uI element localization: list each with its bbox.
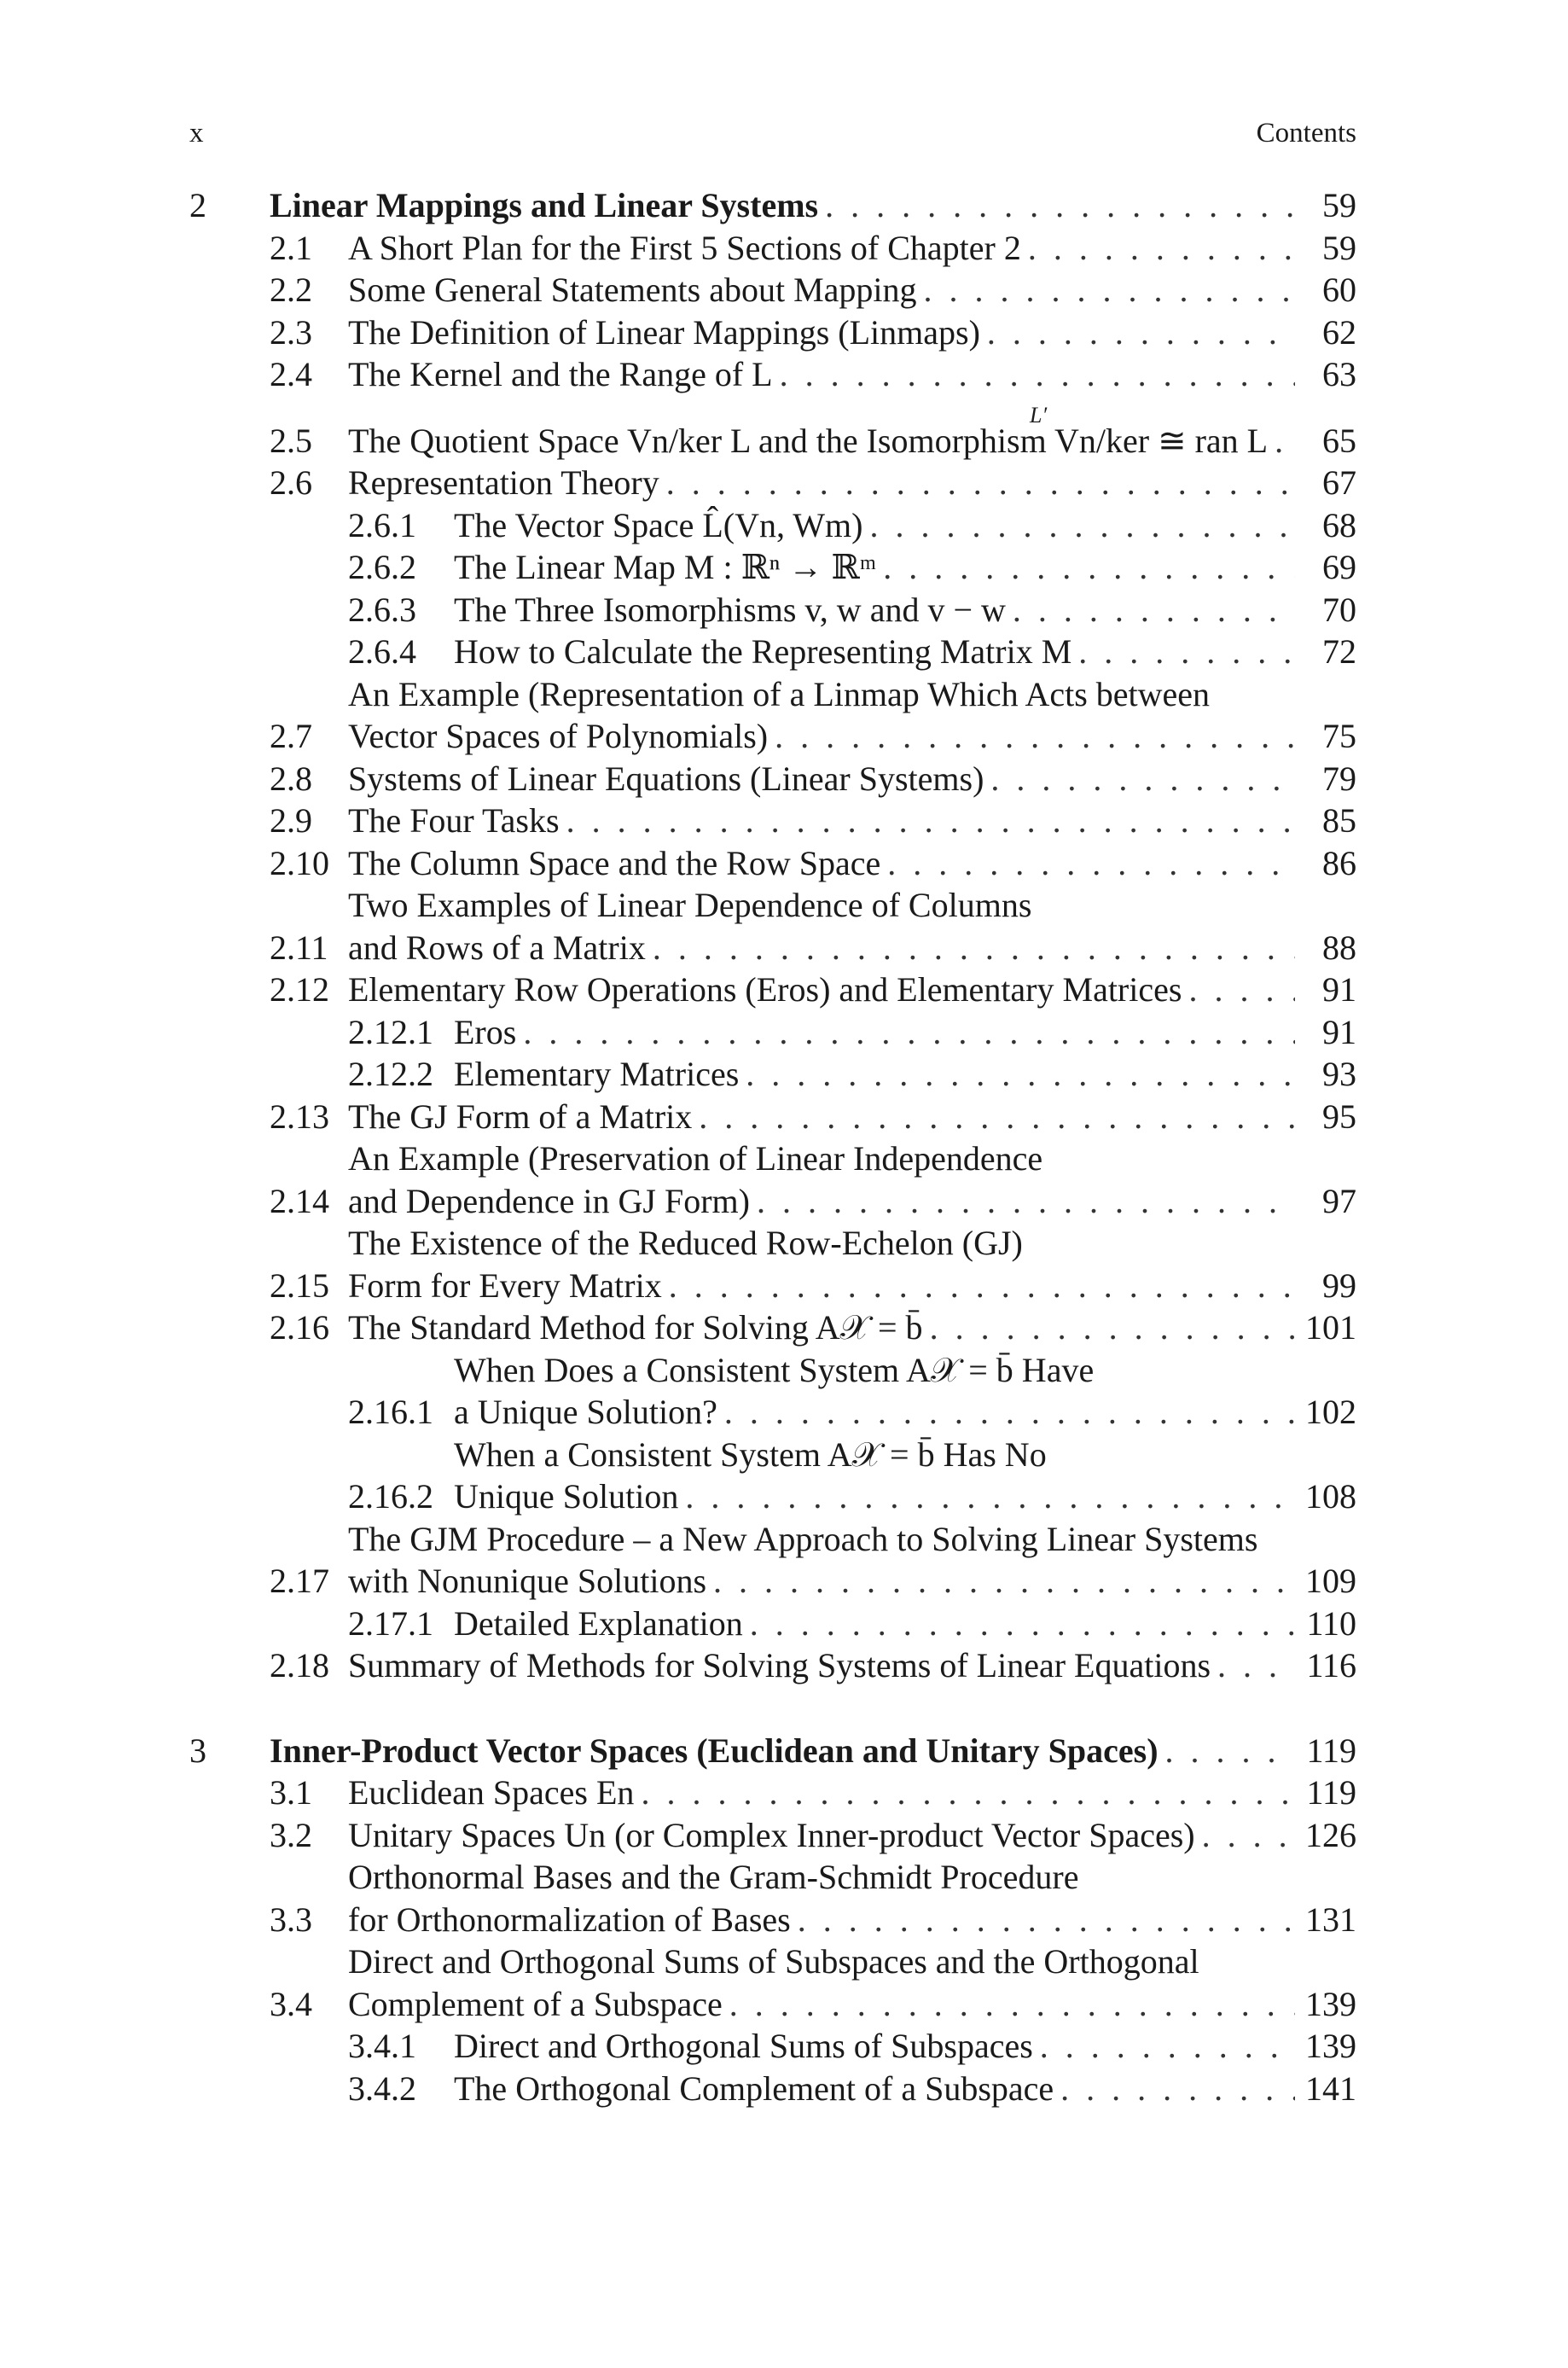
page-number: 116 — [1306, 1646, 1356, 1684]
section-title-line: When a Consistent System A𝒳 = b̄ Has No — [454, 1434, 1047, 1474]
toc-line — [348, 715, 1295, 758]
section-number: 2.10 — [270, 843, 329, 882]
page-number: 110 — [1306, 1603, 1356, 1643]
section-number: 2.7 — [270, 717, 312, 755]
toc-line — [348, 1222, 1295, 1265]
toc-line — [348, 420, 1295, 463]
section-number: 2.9 — [270, 801, 312, 840]
page-number: 67 — [1322, 463, 1356, 502]
section-number: 2.16.1 — [348, 1393, 433, 1431]
dot-leader — [987, 311, 1295, 354]
section-number: 3.4.2 — [348, 2068, 416, 2108]
dot-leader — [750, 1603, 1295, 1645]
running-head: Contents — [1256, 118, 1356, 148]
toc-line — [454, 504, 1295, 547]
section-number: 2.6.3 — [348, 590, 416, 629]
section-number: 2.12.2 — [348, 1055, 433, 1093]
dot-leader — [566, 800, 1295, 842]
toc-line — [348, 1772, 1295, 1814]
toc-line — [454, 1475, 1295, 1518]
page-number: 79 — [1322, 759, 1356, 798]
page-header — [189, 118, 1356, 155]
section-title-line: Two Examples of Linear Dependence of Columns — [348, 886, 1032, 924]
dot-leader — [1013, 589, 1295, 631]
toc-line — [348, 1137, 1295, 1180]
dot-leader — [523, 1011, 1295, 1054]
section-title-line: a Unique Solution? — [454, 1393, 717, 1431]
section-title-block — [454, 1349, 1295, 1434]
toc-line — [348, 311, 1295, 354]
section-title-line: Summary of Methods for Solving Systems of Linear Equations — [348, 1646, 1211, 1684]
dot-leader — [930, 1306, 1295, 1349]
section-title-line: An Example (Preservation of Linear Independence — [348, 1139, 1043, 1178]
toc-section — [189, 842, 1356, 885]
section-title-block — [348, 420, 1295, 463]
page-number: 85 — [1322, 801, 1356, 840]
toc-subsection — [189, 2025, 1356, 2068]
toc-subsection — [189, 1053, 1356, 1096]
section-title-block — [348, 1137, 1295, 1222]
isomorphism-superscript: L′ — [1030, 402, 1048, 428]
toc-line — [348, 1306, 1295, 1349]
section-title-block — [454, 589, 1295, 631]
section-number: 2.12 — [270, 970, 329, 1009]
toc-line — [348, 927, 1295, 969]
toc-line — [348, 1940, 1295, 1983]
dot-leader — [685, 1475, 1295, 1518]
toc-line — [348, 1856, 1295, 1899]
toc-line — [348, 842, 1295, 885]
dot-leader — [924, 269, 1295, 311]
toc-line — [270, 184, 1295, 227]
toc-line — [348, 1518, 1295, 1561]
toc-line — [348, 969, 1295, 1011]
dot-leader — [669, 1265, 1295, 1307]
dot-leader — [1275, 420, 1295, 463]
toc-line — [454, 2068, 1295, 2110]
dot-leader — [666, 462, 1295, 504]
toc-section — [189, 1306, 1356, 1349]
section-title-block — [348, 1940, 1295, 2025]
section-title-line: An Example (Representation of a Linmap Which Acts between — [348, 674, 1211, 713]
section-number: 2.2 — [270, 271, 312, 309]
page-number: 131 — [1305, 1900, 1356, 1939]
page-number: 95 — [1322, 1097, 1356, 1136]
page-number: 72 — [1322, 632, 1356, 671]
toc-line — [454, 589, 1295, 631]
toc-chapter-row — [189, 1730, 1356, 1772]
page-folio: x — [189, 118, 204, 148]
toc-line — [454, 2025, 1295, 2068]
toc-line — [348, 800, 1295, 842]
dot-leader — [641, 1772, 1295, 1814]
dot-leader — [746, 1053, 1295, 1096]
section-title-line: A Short Plan for the First 5 Sections of Chapter 2 — [348, 228, 1021, 267]
section-title-block — [348, 758, 1295, 800]
toc-line — [348, 1983, 1295, 2026]
toc-line — [348, 1814, 1295, 1857]
section-title-line: for Orthonormalization of Bases — [348, 1900, 791, 1939]
page-number: 68 — [1322, 505, 1356, 544]
page-number: 108 — [1305, 1477, 1356, 1516]
section-number: 2.6 — [270, 463, 312, 502]
page-number: 70 — [1322, 590, 1356, 629]
section-number: 3.3 — [270, 1900, 312, 1939]
section-number: 2.16 — [270, 1308, 329, 1347]
toc-section — [189, 1856, 1356, 1940]
page-number: 88 — [1322, 928, 1356, 967]
section-title-block — [348, 842, 1295, 885]
toc-section — [189, 800, 1356, 842]
toc-section — [189, 1096, 1356, 1138]
toc-subsection — [189, 1603, 1356, 1645]
section-number: 2.8 — [270, 759, 312, 798]
section-title-block — [348, 353, 1295, 396]
toc-line — [348, 462, 1295, 504]
section-title-line: The Standard Method for Solving A𝒳 = b̄ — [348, 1308, 923, 1347]
toc-section — [189, 758, 1356, 800]
page-number: 139 — [1305, 2027, 1356, 2065]
section-title-line: Elementary Row Operations (Eros) and Elementary Matrices — [348, 970, 1182, 1009]
section-title-line: and Rows of a Matrix — [348, 928, 646, 967]
section-number: 2.16.2 — [348, 1477, 433, 1516]
section-title-block — [348, 1222, 1295, 1306]
section-number: 2.17.1 — [348, 1603, 433, 1643]
section-title-line: Eros — [454, 1012, 517, 1051]
section-title-block — [348, 311, 1295, 354]
toc-line — [348, 1180, 1295, 1223]
dot-leader — [1040, 2025, 1295, 2068]
toc-subsection — [189, 546, 1356, 589]
page-number: 69 — [1322, 548, 1356, 586]
dot-leader — [869, 504, 1295, 547]
section-title-block — [454, 2068, 1295, 2110]
toc-section — [189, 1137, 1356, 1222]
section-title-block — [348, 969, 1295, 1011]
section-title-block — [454, 504, 1295, 547]
toc-line — [348, 269, 1295, 311]
section-title-block — [348, 884, 1295, 969]
dot-leader — [1028, 227, 1295, 270]
toc-section — [189, 311, 1356, 354]
section-title-line: Euclidean Spaces En — [348, 1773, 635, 1812]
toc-line — [454, 546, 1295, 589]
toc-subsection — [189, 631, 1356, 673]
toc-line — [270, 1730, 1295, 1772]
page-number: 63 — [1322, 355, 1356, 393]
section-number: 3.4.1 — [348, 2027, 416, 2065]
chapter-title-block — [270, 184, 1295, 227]
toc-line — [454, 1603, 1295, 1645]
page-number: 65 — [1322, 421, 1356, 460]
dot-leader — [653, 927, 1295, 969]
page-number: 119 — [1306, 1773, 1356, 1812]
section-title-line: Unique Solution — [454, 1477, 679, 1516]
section-number: 2.6.2 — [348, 548, 416, 586]
section-title-block — [348, 1096, 1295, 1138]
section-title-line: Direct and Orthogonal Sums of Subspaces — [454, 2027, 1033, 2065]
section-title-block — [348, 1856, 1295, 1940]
toc-line — [454, 1349, 1295, 1392]
section-number: 2.12.1 — [348, 1012, 433, 1051]
dot-leader — [798, 1899, 1295, 1941]
toc-chapter — [189, 1730, 1356, 2110]
page-number: 91 — [1322, 970, 1356, 1009]
toc-line — [348, 1265, 1295, 1307]
section-title-block — [348, 1814, 1295, 1857]
page-number: 93 — [1322, 1055, 1356, 1093]
page-number: 59 — [1322, 228, 1356, 267]
toc-line — [348, 673, 1295, 716]
toc-section — [189, 462, 1356, 504]
section-title-block — [454, 1053, 1295, 1096]
toc-section — [189, 1222, 1356, 1306]
dot-leader — [990, 758, 1295, 800]
section-title-line: The Three Isomorphisms v, w and v − w — [454, 590, 1006, 629]
toc-line — [454, 1391, 1295, 1434]
section-title-line: The Linear Map M : ℝⁿ → ℝᵐ — [454, 548, 877, 586]
dot-leader — [1078, 631, 1295, 673]
section-number: 2.11 — [270, 928, 328, 967]
page-number: 139 — [1305, 1984, 1356, 2023]
section-title-line: The Four Tasks — [348, 801, 560, 840]
page-number: 141 — [1305, 2068, 1356, 2108]
section-title-line: Unitary Spaces Un (or Complex Inner-product Vector Spaces) — [348, 1815, 1195, 1854]
dot-leader — [699, 1096, 1295, 1138]
section-title-line: Representation Theory — [348, 463, 659, 502]
toc-chapter — [189, 184, 1356, 1687]
section-title-block — [348, 1644, 1295, 1687]
section-title-line: Detailed Explanation — [454, 1603, 743, 1643]
toc-subsection — [189, 1434, 1356, 1518]
toc-line — [348, 1644, 1295, 1687]
toc-chapter-row — [189, 184, 1356, 227]
section-title-line: Elementary Matrices — [454, 1055, 740, 1093]
dot-leader — [1188, 969, 1295, 1011]
toc-section — [189, 1518, 1356, 1603]
section-number: 3.2 — [270, 1815, 312, 1854]
section-title-line: and Dependence in GJ Form) — [348, 1181, 750, 1220]
page-number: 97 — [1322, 1181, 1356, 1220]
section-title-line: with Nonunique Solutions — [348, 1562, 707, 1600]
section-number: 2.5 — [270, 421, 312, 460]
dot-leader — [1217, 1644, 1295, 1687]
toc-line — [348, 1096, 1295, 1138]
toc-section — [189, 269, 1356, 311]
section-number: 2.6.4 — [348, 632, 416, 671]
toc-line — [454, 1434, 1295, 1476]
toc-section — [189, 396, 1356, 463]
section-title-block — [348, 673, 1295, 758]
toc-line — [348, 227, 1295, 270]
page-number: 119 — [1306, 1731, 1356, 1770]
toc-subsection — [189, 504, 1356, 547]
section-title-line: Complement of a Subspace — [348, 1984, 723, 2023]
section-title-line: Some General Statements about Mapping — [348, 271, 917, 309]
section-title-line: The Quotient Space Vn/ker L and the Isomorphism Vn/ker ≅ ran L — [348, 421, 1269, 460]
section-title-line: The Column Space and the Row Space — [348, 843, 881, 882]
dot-leader — [775, 715, 1295, 758]
page-number: 75 — [1322, 717, 1356, 755]
dot-leader — [887, 842, 1295, 885]
toc-section — [189, 1814, 1356, 1857]
section-number: 3.4 — [270, 1984, 312, 2023]
dot-leader — [713, 1560, 1295, 1603]
toc-section — [189, 969, 1356, 1011]
section-title-line: When Does a Consistent System A𝒳 = b̄ Have — [454, 1350, 1095, 1389]
section-title-block — [454, 631, 1295, 673]
toc-section — [189, 353, 1356, 396]
section-number: 2.13 — [270, 1097, 329, 1136]
dot-leader — [780, 353, 1295, 396]
section-title-line: Orthonormal Bases and the Gram-Schmidt Procedure — [348, 1858, 1079, 1896]
toc-line — [348, 353, 1295, 396]
toc-subsection — [189, 1011, 1356, 1054]
section-title-line: The Orthogonal Complement of a Subspace — [454, 2068, 1054, 2108]
section-title-block — [348, 1772, 1295, 1814]
dot-leader — [724, 1391, 1295, 1434]
chapter-title: Linear Mappings and Linear Systems — [270, 186, 819, 224]
section-title-block — [348, 227, 1295, 270]
toc-section — [189, 1644, 1356, 1687]
toc-line — [454, 1053, 1295, 1096]
section-title-line: The Vector Space L̂(Vn, Wm) — [454, 505, 863, 544]
section-number: 2.1 — [270, 228, 312, 267]
dot-leader — [825, 184, 1295, 227]
section-title-line: Form for Every Matrix — [348, 1265, 662, 1305]
section-title-block — [454, 1011, 1295, 1054]
section-title-block — [348, 1518, 1295, 1603]
page-number: 102 — [1305, 1393, 1356, 1431]
toc-subsection — [189, 1349, 1356, 1434]
section-title-line: The GJM Procedure – a New Approach to Solving Linear Systems — [348, 1519, 1258, 1558]
section-title-block — [454, 1603, 1295, 1645]
section-number: 2.14 — [270, 1181, 329, 1220]
dot-leader — [757, 1180, 1295, 1223]
table-of-contents — [189, 184, 1356, 2152]
dot-leader — [729, 1983, 1295, 2026]
toc-section — [189, 1772, 1356, 1814]
section-title-line: Vector Spaces of Polynomials) — [348, 717, 769, 755]
section-title-line: How to Calculate the Representing Matrix M — [454, 632, 1072, 671]
toc-subsection — [189, 2068, 1356, 2110]
page-number: 126 — [1305, 1815, 1356, 1854]
page-number: 99 — [1322, 1265, 1356, 1305]
dot-leader — [1165, 1730, 1295, 1772]
toc-line — [348, 758, 1295, 800]
dot-leader — [883, 546, 1295, 589]
page-number: 109 — [1305, 1562, 1356, 1600]
dot-leader — [1060, 2068, 1295, 2110]
toc-line — [348, 1899, 1295, 1941]
dot-leader — [1202, 1814, 1295, 1857]
page-number: 91 — [1322, 1012, 1356, 1051]
section-title-line: The Definition of Linear Mappings (Linmaps) — [348, 312, 980, 352]
toc-section — [189, 227, 1356, 270]
toc-line — [454, 631, 1295, 673]
section-title-line: The GJ Form of a Matrix — [348, 1097, 693, 1136]
chapter-title: Inner-Product Vector Spaces (Euclidean and Unitary Spaces) — [270, 1731, 1159, 1770]
section-title-line: The Existence of the Reduced Row-Echelon (GJ) — [348, 1224, 1023, 1262]
section-title-block — [348, 1306, 1295, 1349]
section-title-block — [454, 546, 1295, 589]
page-number: 101 — [1305, 1308, 1356, 1347]
toc-line — [348, 1560, 1295, 1603]
toc-line — [454, 1011, 1295, 1054]
toc-subsection — [189, 589, 1356, 631]
section-title-line: The Kernel and the Range of L — [348, 355, 773, 393]
section-title-block — [348, 800, 1295, 842]
section-title-block — [348, 269, 1295, 311]
toc-section — [189, 1940, 1356, 2025]
toc-section — [189, 673, 1356, 758]
section-title-line: Systems of Linear Equations (Linear Systems) — [348, 759, 984, 798]
section-number: 2.15 — [270, 1265, 329, 1305]
toc-section — [189, 884, 1356, 969]
section-number: 2.3 — [270, 312, 312, 352]
section-number: 2.17 — [270, 1562, 329, 1600]
section-number: 2.4 — [270, 355, 312, 393]
section-title-block — [454, 1434, 1295, 1518]
chapter-number: 3 — [189, 1731, 206, 1770]
toc-line — [348, 884, 1295, 927]
page-number: 59 — [1322, 186, 1356, 224]
section-title-block — [454, 2025, 1295, 2068]
page-number: 86 — [1322, 843, 1356, 882]
section-number: 3.1 — [270, 1773, 312, 1812]
chapter-number: 2 — [189, 186, 206, 224]
chapter-title-block — [270, 1730, 1295, 1772]
section-title-block — [348, 462, 1295, 504]
section-number: 2.18 — [270, 1646, 329, 1684]
section-number: 2.6.1 — [348, 505, 416, 544]
page-number: 62 — [1322, 312, 1356, 352]
page-number: 60 — [1322, 271, 1356, 309]
section-title-line: Direct and Orthogonal Sums of Subspaces and the Orthogonal — [348, 1942, 1199, 1981]
